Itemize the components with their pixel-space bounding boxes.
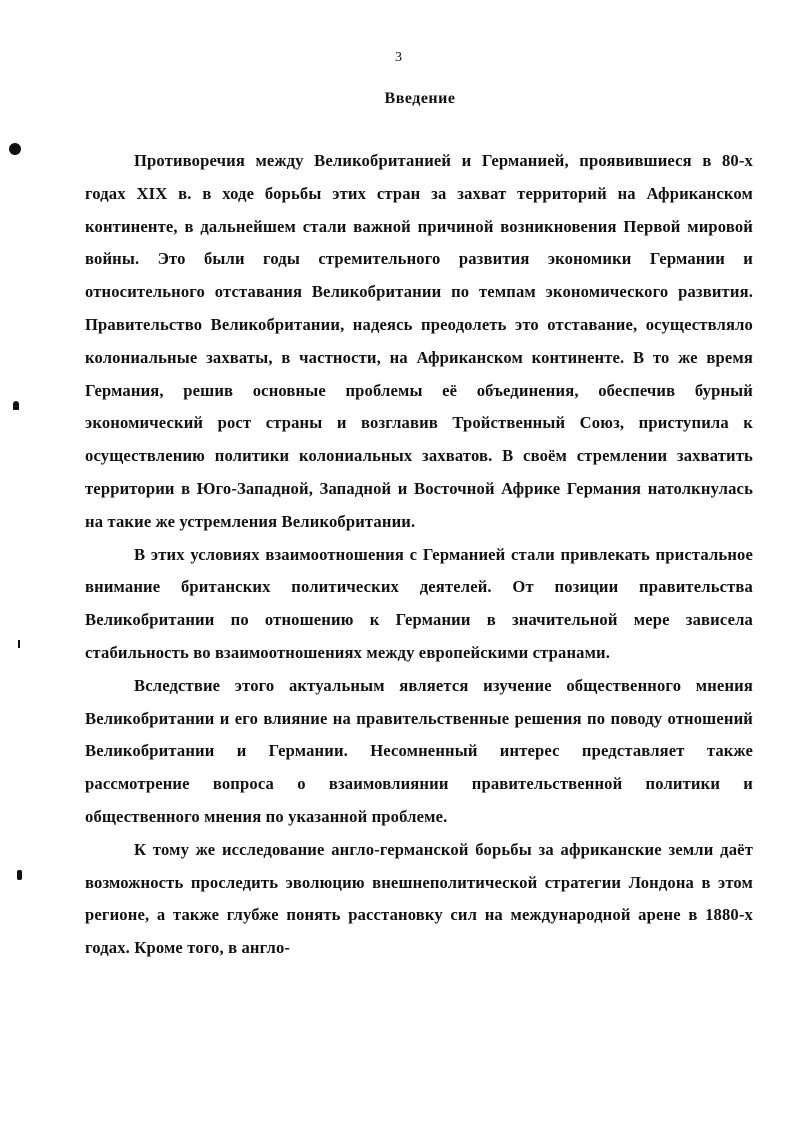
scan-punch-hole-mark (9, 143, 21, 155)
paragraph-2: В этих условиях взаимоотношения с Германией стали привлекать пристальное внимание британских политических деятелей. От позиции правительства Великобритании по отношению к Германии в значительной мере зависела стабильность во взаимоотношениях между европейскими странами. (85, 544, 753, 662)
scan-margin-tick (18, 640, 20, 648)
page-number: 3 (395, 50, 402, 65)
paragraph-4: К тому же исследование англо-германской борьбы за африканские земли даёт возможность проследить эволюцию внешнеполитической стратегии Лондона в этом регионе, а также глубже понять расстановку сил на международной арене в 1880-х годах. Кроме того, в англо- (85, 839, 753, 958)
scan-margin-glyph (17, 870, 22, 880)
paragraph-1: Противоречия между Великобританией и Германией, проявившиеся в 80-х годах XIX в. в ходе борьбы этих стран за захват территорий на Африканском континенте, в дальнейшем стали важной причиной возникновения Первой мировой войны. Это были годы стремительного развития экономики Германии и относительного отставания Великобритании по темпам экономического развития. Правительство Великобритании, надеясь преодолеть это отставание, осуществляло колониальные захваты, в частности, на Африканском континенте. В то же время Германия, решив основные проблемы её объединения, обеспечив бурный экономический рост страны и возглавив Тройственный Союз, приступила к осуществлению политики колониальных захватов. В своём стремлении захватить территории в Юго-Западной, Западной и Восточной Африке Германия натолкнулась на такие же устремления Великобритании. (85, 151, 753, 531)
paragraph-3: Вследствие этого актуальным является изучение общественного мнения Великобритании и его влияние на правительственные решения по поводу отношений Великобритании и Германии. Несомненный интерес представляет также рассмотрение вопроса о взаимовлиянии правительственной политики и общественного мнения по указанной проблеме. (85, 675, 753, 826)
section-heading: Введение (384, 90, 456, 107)
scan-margin-mark (13, 401, 19, 410)
body-text (85, 145, 753, 965)
